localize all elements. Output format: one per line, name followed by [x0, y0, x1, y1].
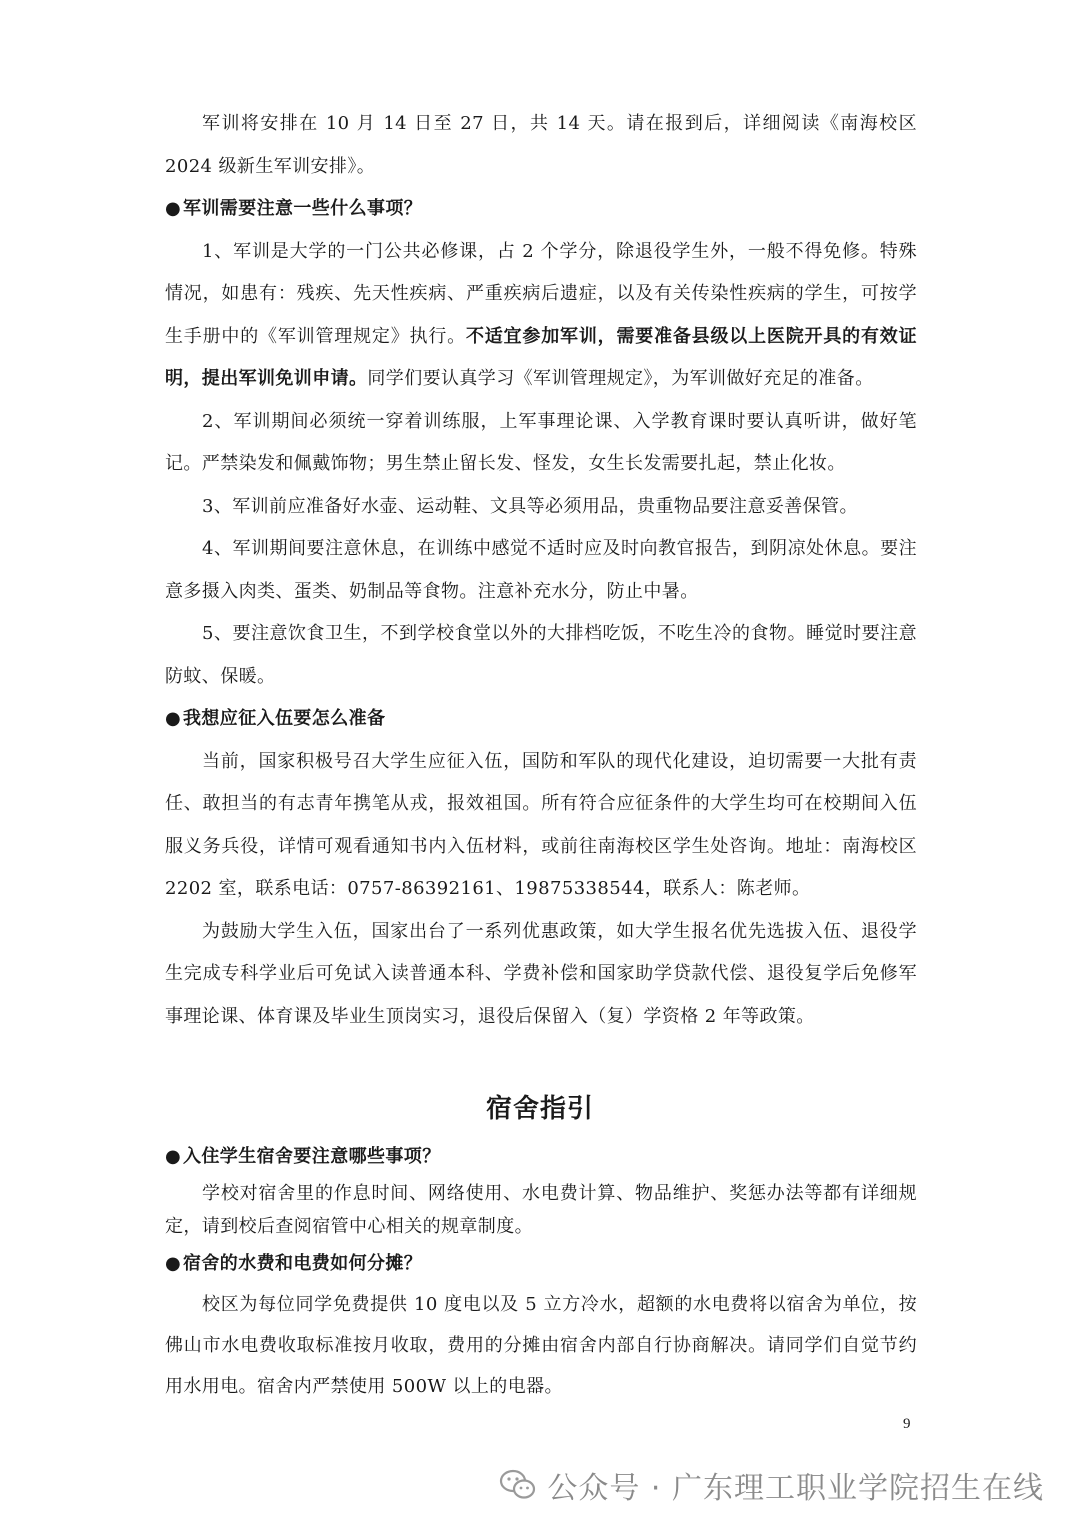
watermark-text: 公众号 · 广东理工职业学院招生在线: [547, 1471, 1044, 1506]
military-item-3: 3、军训前应准备好水壶、运动鞋、文具等必须用品，贵重物品要注意妥善保管。: [202, 495, 858, 517]
bullet-icon: ●: [165, 708, 182, 729]
dorm-question-1: [165, 1136, 917, 1177]
military-item-1-bold: 不适宜参加军训，需要准备县级以上医院开具的有效证明，提出军训免训申请。: [165, 325, 917, 389]
dorm-question-1-text: 入住学生宿舍要注意哪些事项？: [183, 1146, 441, 1167]
intro-paragraph: 军训将安排在 10 月 14 日至 27 日，共 14 天。请在报到后，详细阅读《南海校区 2024 级新生军训安排》。: [165, 113, 917, 177]
bullet-icon: ●: [165, 198, 182, 219]
page-number: 9: [903, 1416, 911, 1432]
military-item-5: 5、要注意饮食卫生，不到学校食堂以外的大排档吃饭，不吃生冷的食物。睡觉时要注意防蚊、保暖。: [165, 623, 917, 687]
enlist-question-text: 我想应征入伍要怎么准备: [183, 708, 386, 729]
military-item-1-post: 同学们要认真学习《军训管理规定》，为军训做好充足的准备。: [367, 368, 874, 389]
military-item-1: [165, 231, 917, 401]
dorm-answer-2: 校区为每位同学免费提供 10 度电以及 5 立方冷水，超额的水电费将以宿舍为单位，按佛山市水电费收取标准按月收取，费用的分摊由宿舍内部自行协商解决。请同学们自觉节约用水用电。宿舍内严禁使用 500W 以上的电器。: [165, 1294, 917, 1397]
bullet-icon: ●: [165, 1146, 182, 1167]
bullet-icon: ●: [165, 1253, 182, 1274]
military-item-2: 2、军训期间必须统一穿着训练服，上军事理论课、入学教育课时要认真听讲，做好笔记。严禁染发和佩戴饰物；男生禁止留长发、怪发，女生长发需要扎起，禁止化妆。: [165, 410, 917, 474]
dorm-section-title: 宿舍指引: [485, 1094, 594, 1124]
watermark: [499, 1463, 1044, 1507]
enlist-paragraph-2: 为鼓励大学生入伍，国家出台了一系列优惠政策，如大学生报名优先选拔入伍、退役学生完成专科学业后可免试入读普通本科、学费补偿和国家助学贷款代偿、退役复学后免修军事理论课、体育课及毕业生顶岗实习，退役后保留入（复）学资格 2 年等政策。: [165, 920, 917, 1027]
military-question-heading: [165, 188, 917, 231]
dorm-question-2-text: 宿舍的水费和电费如何分摊？: [183, 1253, 423, 1274]
dorm-question-2: [165, 1243, 917, 1284]
military-item-1-pre: 1、军训是大学的一门公共必修课，占 2 个学分，除退役学生外，一般不得免修。特殊情况，如患有：残疾、先天性疾病、严重疾病后遗症，以及有关传染性疾病的学生，可按学生手册中的《军训管理规定》执行。: [165, 240, 917, 347]
military-question-text: 军训需要注意一些什么事项？: [183, 198, 423, 219]
wechat-icon: [499, 1469, 537, 1501]
enlist-question-heading: [165, 698, 917, 741]
military-item-4: 4、军训期间要注意休息，在训练中感觉不适时应及时向教官报告，到阴凉处休息。要注意多摄入肉类、蛋类、奶制品等食物。注意补充水分，防止中暑。: [165, 538, 917, 602]
enlist-paragraph-1: 当前，国家积极号召大学生应征入伍，国防和军队的现代化建设，迫切需要一大批有责任、敢担当的有志青年携笔从戎，报效祖国。所有符合应征条件的大学生均可在校期间入伍服义务兵役，详情可观看通知书内入伍材料，或前往南海校区学生处咨询。地址：南海校区 2202 室，联系电话：0757-86392161、19875338544，联系人：陈老师。: [165, 750, 917, 899]
military-section: [165, 103, 917, 1038]
dorm-answer-1: 学校对宿舍里的作息时间、网络使用、水电费计算、物品维护、奖惩办法等都有详细规定，请到校后查阅宿管中心相关的规章制度。: [165, 1183, 917, 1237]
dorm-section: [165, 1136, 917, 1407]
